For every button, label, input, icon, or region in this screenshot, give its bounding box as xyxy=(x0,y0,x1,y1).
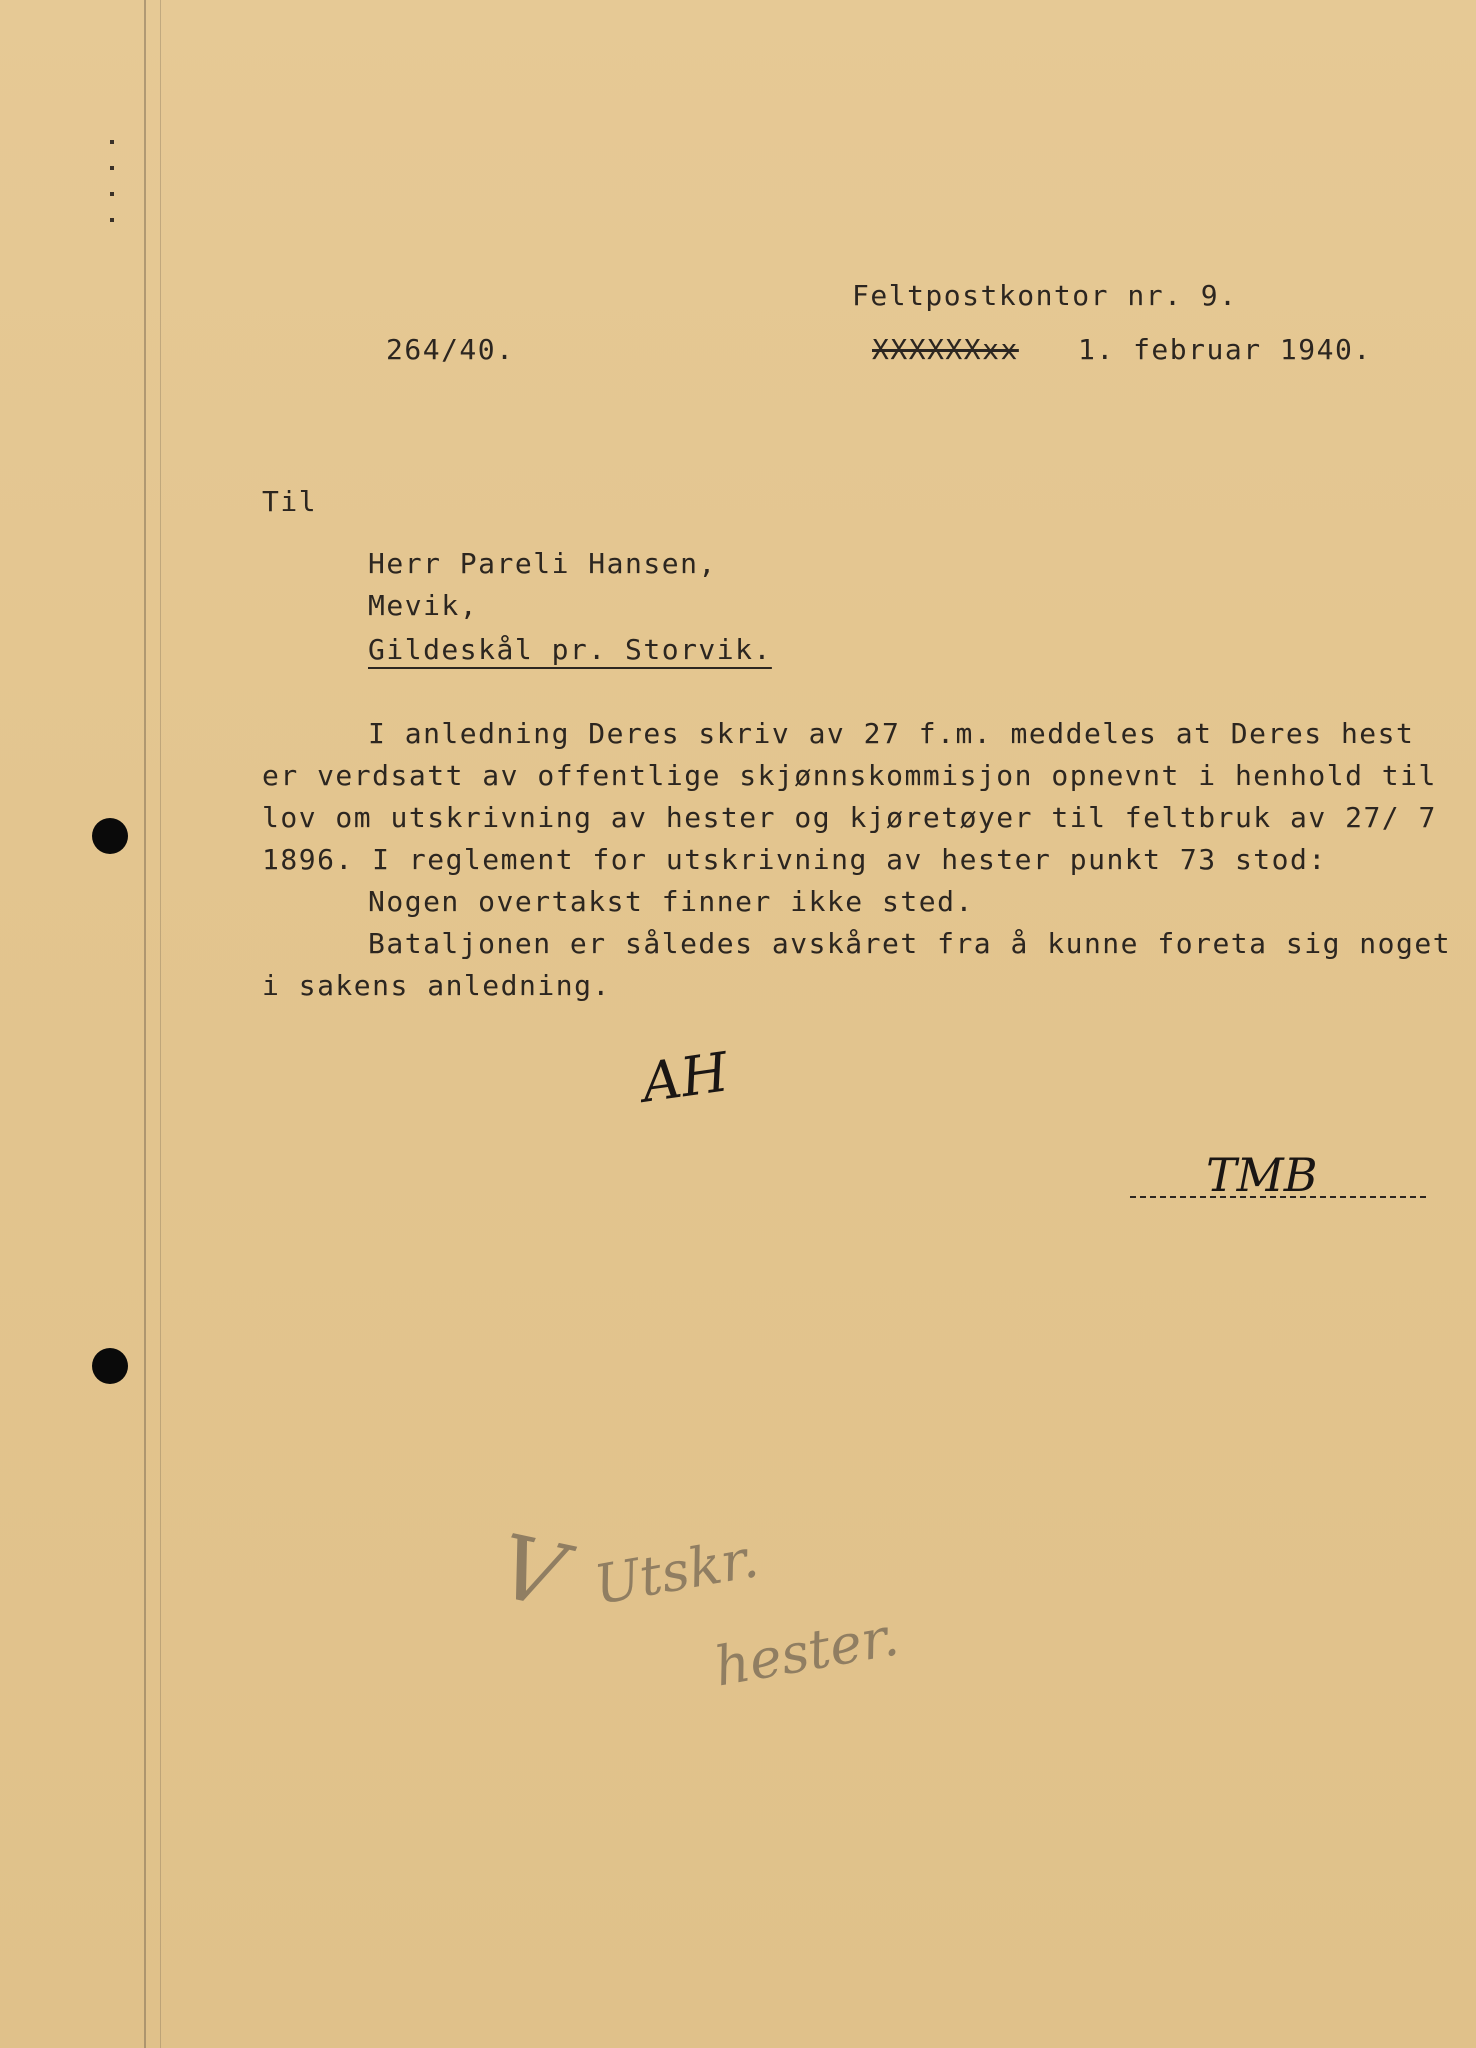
salutation-label: Til xyxy=(262,485,318,518)
margin-tick-mark xyxy=(110,166,114,170)
margin-rule xyxy=(144,0,146,2048)
body-line: Nogen overtakst finner ikke sted. xyxy=(368,885,974,918)
margin-tick-mark xyxy=(110,192,114,196)
signature-line xyxy=(1130,1196,1426,1198)
handwritten-initials: AH xyxy=(638,1040,733,1115)
body-line: i sakens anledning. xyxy=(262,969,611,1002)
margin-tick-mark xyxy=(110,218,114,222)
recipient-postal-address: Gildeskål pr. Storvik. xyxy=(368,633,772,666)
letter-date: 1. februar 1940. xyxy=(1078,333,1372,366)
sender-office: Feltpostkontor nr. 9. xyxy=(852,279,1238,312)
recipient-name: Herr Pareli Hansen, xyxy=(368,547,717,580)
pencil-note: hester. xyxy=(709,1604,904,1699)
reference-number: 264/40. xyxy=(386,333,515,366)
punch-hole xyxy=(92,1348,128,1384)
signature-initials: TMB xyxy=(1206,1148,1318,1202)
body-line: 1896. I reglement for utskrivning av hester punkt 73 stod: xyxy=(262,843,1327,876)
body-line: lov om utskrivning av hester og kjøretøyer til feltbruk av 27/ 7 xyxy=(262,801,1437,834)
body-line: er verdsatt av offentlige skjønnskommisjon opnevnt i henhold til xyxy=(262,759,1437,792)
margin-tick-mark xyxy=(110,140,114,144)
recipient-place: Mevik, xyxy=(368,589,479,622)
pencil-check-mark: V xyxy=(489,1514,574,1629)
body-line: I anledning Deres skriv av 27 f.m. meddeles at Deres hest xyxy=(368,717,1415,750)
body-line: Bataljonen er således avskåret fra å kunne foreta sig noget xyxy=(368,927,1452,960)
pencil-note: Utskr. xyxy=(589,1526,763,1617)
margin-rule-inner xyxy=(160,0,161,2048)
punch-hole xyxy=(92,818,128,854)
struck-out-place: XXXXXXxx xyxy=(872,333,1019,366)
